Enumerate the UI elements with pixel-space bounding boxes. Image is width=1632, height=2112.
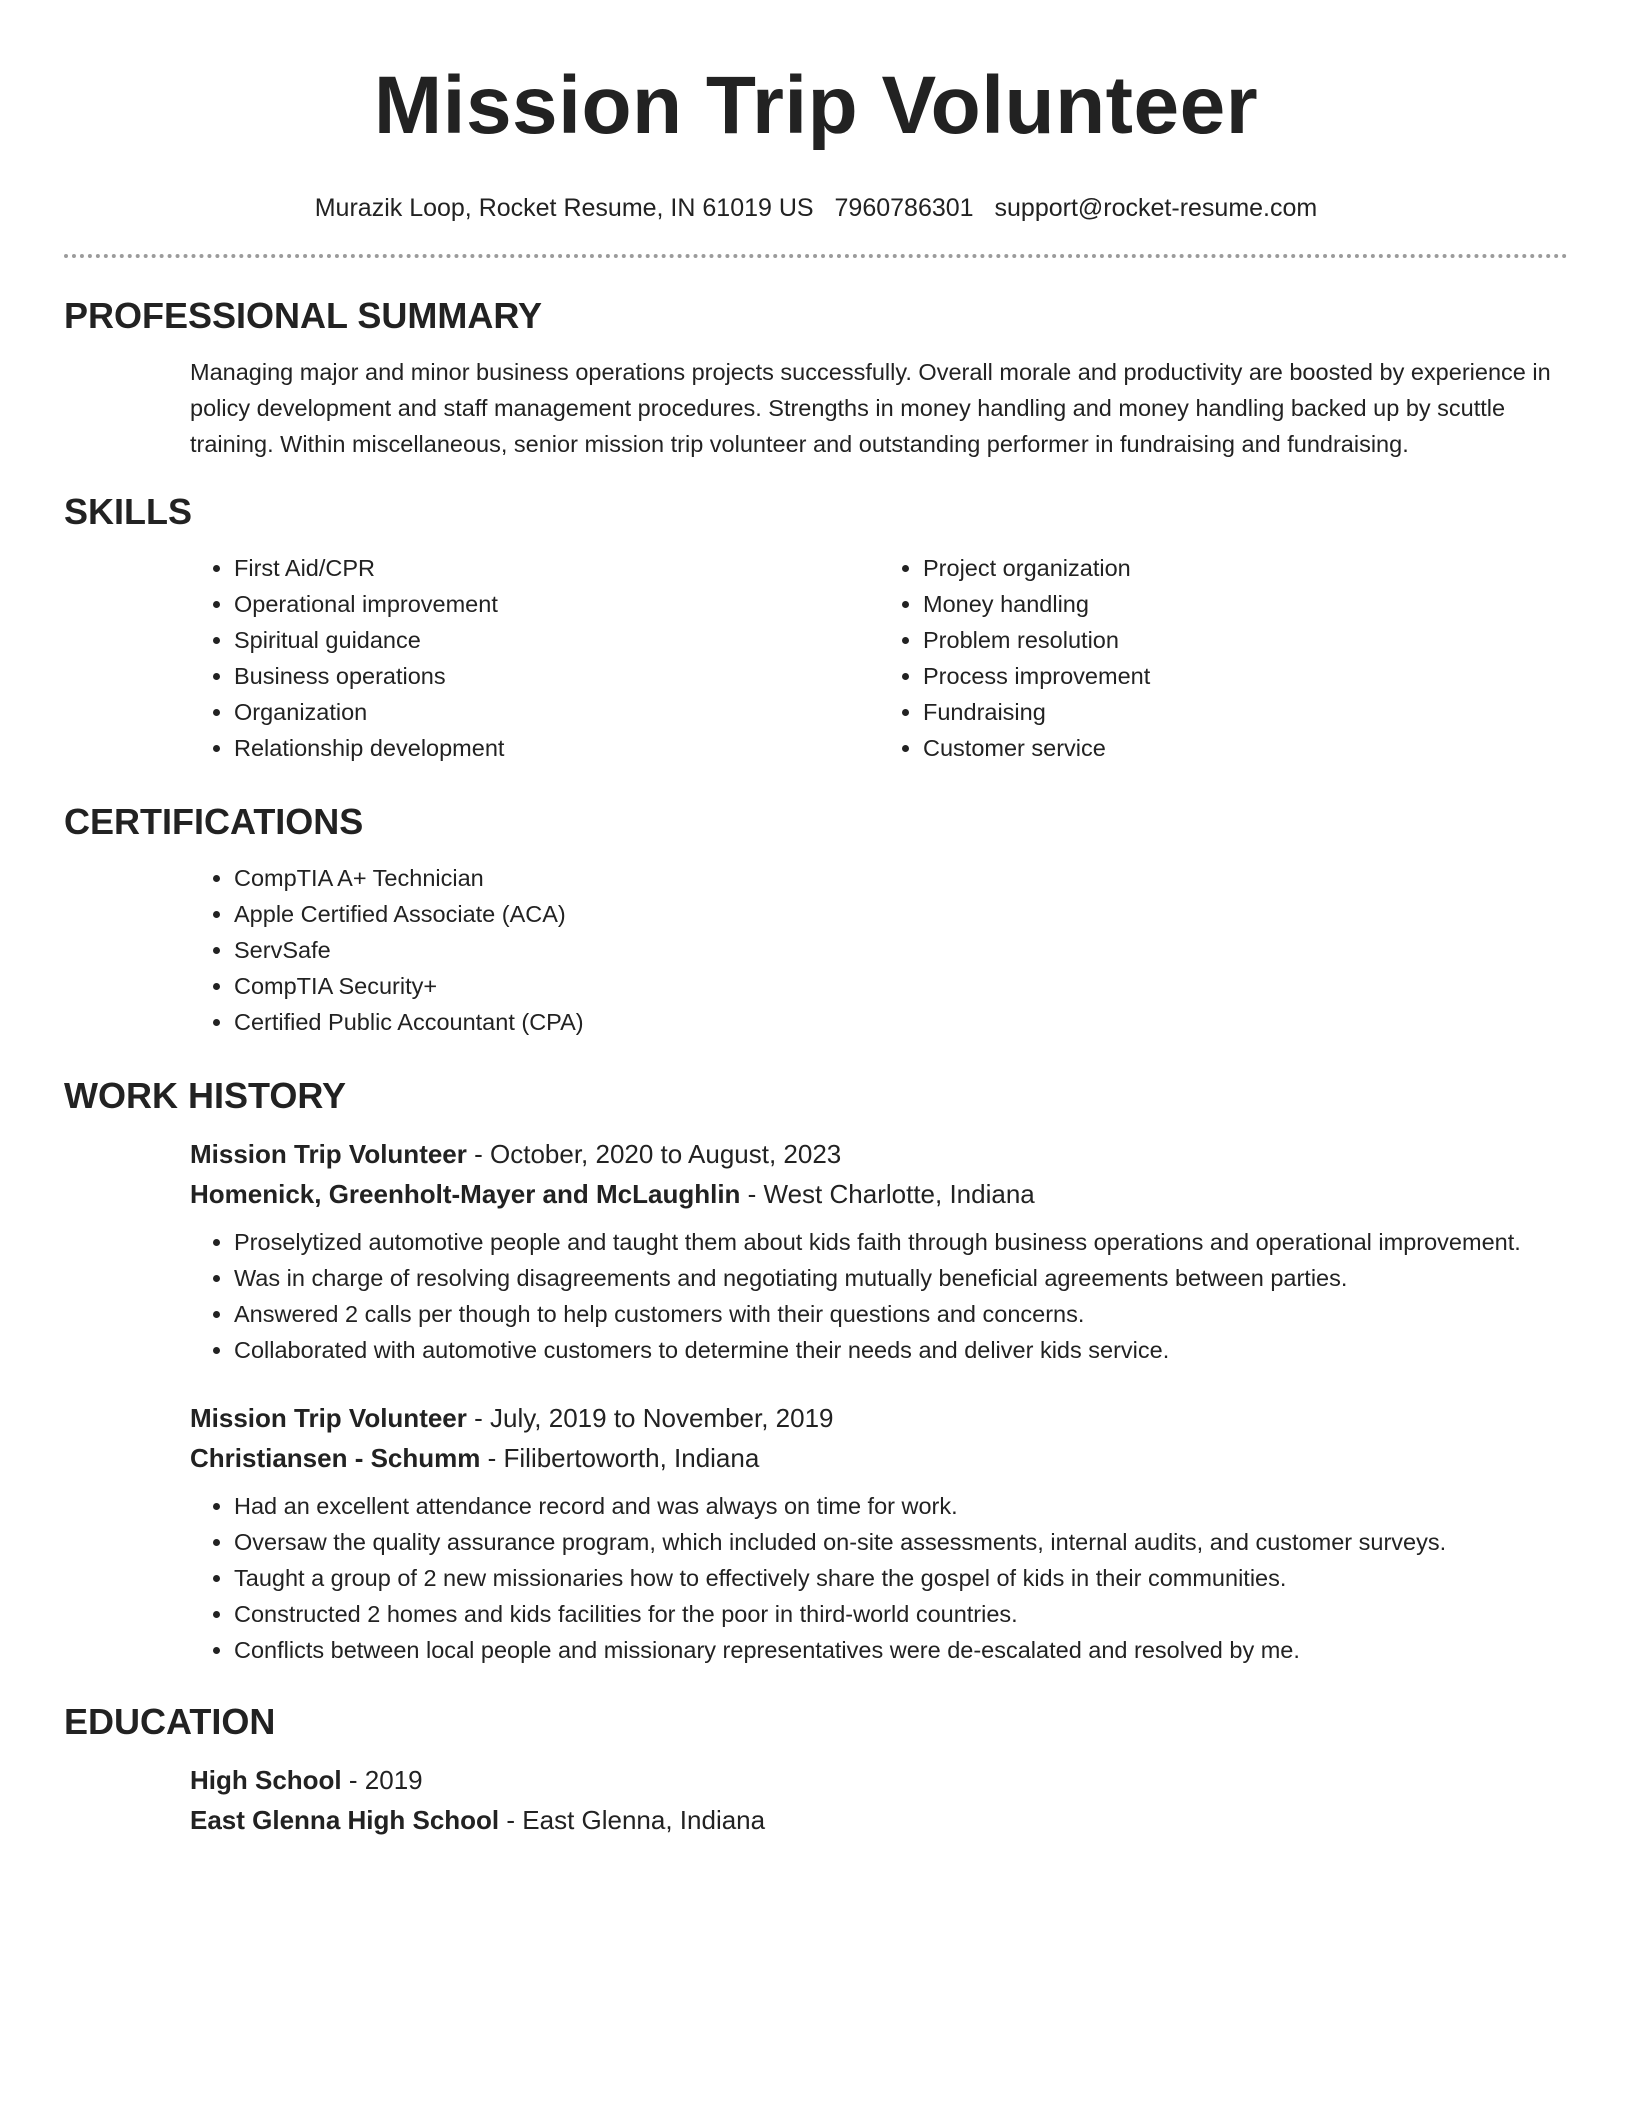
skill-item: • Customer service <box>923 730 1568 766</box>
job-role: Mission Trip Volunteer <box>190 1139 467 1169</box>
job-bullet: • Constructed 2 homes and kids facilities for the poor in third-world countries. <box>234 1596 1568 1632</box>
job-dates: - July, 2019 to November, 2019 <box>466 1403 834 1433</box>
skill-item: • Operational improvement <box>234 586 879 622</box>
header-divider <box>64 254 1568 258</box>
certification-item: • CompTIA Security+ <box>234 968 1568 1004</box>
job-bullet: • Had an excellent attendance record and was always on time for work. <box>234 1488 1568 1524</box>
certifications-title: CERTIFICATIONS <box>64 801 364 842</box>
skills-grid <box>190 550 1568 766</box>
skill-item: • Project organization <box>923 550 1568 586</box>
job-bullets <box>190 1488 1568 1668</box>
job-bullet: • Taught a group of 2 new missionaries how to effectively share the gospel of kids in their communities. <box>234 1560 1568 1596</box>
skill-item: • Organization <box>234 694 879 730</box>
summary-text: Managing major and minor business operations projects successfully. Overall morale and productivity are boosted by experience in policy development and staff management procedures. Strengths in money handling and money handling backed up by scuttle training. Within miscellaneous, senior mission trip volunteer and outstanding performer in fundraising and fundraising. <box>190 359 1551 457</box>
skill-item: • Money handling <box>923 586 1568 622</box>
job-dates: - October, 2020 to August, 2023 <box>466 1139 842 1169</box>
job-role: Mission Trip Volunteer <box>190 1403 467 1433</box>
skill-item: • Problem resolution <box>923 622 1568 658</box>
education-degree-line <box>190 1760 1568 1800</box>
job-company-line <box>190 1174 1568 1214</box>
work-section <box>64 1074 1568 1668</box>
education-section <box>64 1700 1568 1840</box>
skills-left-list <box>190 550 879 766</box>
job-company-line <box>190 1438 1568 1478</box>
job-role-line <box>190 1398 1568 1438</box>
skills-section <box>64 490 1568 766</box>
job-bullet: • Collaborated with automotive customers to determine their needs and deliver kids service. <box>234 1332 1568 1368</box>
education-school-line <box>190 1800 1568 1840</box>
job-entry <box>190 1398 1568 1668</box>
job-bullet: • Oversaw the quality assurance program, which included on-site assessments, internal audits, and customer surveys. <box>234 1524 1568 1560</box>
education-location: - East Glenna, Indiana <box>499 1805 766 1835</box>
contact-address: Murazik Loop, Rocket Resume, IN 61019 US <box>314 194 814 222</box>
work-body <box>190 1134 1568 1668</box>
education-title: EDUCATION <box>64 1701 276 1742</box>
work-title: WORK HISTORY <box>64 1075 347 1116</box>
certification-item: • ServSafe <box>234 932 1568 968</box>
certification-item: • Apple Certified Associate (ACA) <box>234 896 1568 932</box>
job-bullet: • Conflicts between local people and missionary representatives were de-escalated and resolved by me. <box>234 1632 1568 1668</box>
certifications-list <box>190 860 1568 1040</box>
education-body <box>190 1760 1568 1840</box>
summary-section <box>64 294 1568 462</box>
skill-item: • Fundraising <box>923 694 1568 730</box>
job-bullets <box>190 1224 1568 1368</box>
job-bullet: • Was in charge of resolving disagreements and negotiating mutually beneficial agreements between parties. <box>234 1260 1568 1296</box>
education-degree: High School <box>190 1765 342 1795</box>
contact-email: support@rocket-resume.com <box>994 194 1318 222</box>
skill-item: • Spiritual guidance <box>234 622 879 658</box>
job-location: - Filibertoworth, Indiana <box>480 1443 760 1473</box>
certification-item: • CompTIA A+ Technician <box>234 860 1568 896</box>
resume-name: Mission Trip Volunteer <box>373 60 1259 151</box>
summary-title: PROFESSIONAL SUMMARY <box>64 295 543 336</box>
job-entry <box>190 1134 1568 1368</box>
skill-item: • Business operations <box>234 658 879 694</box>
certifications-section <box>64 800 1568 1040</box>
certification-item: • Certified Public Accountant (CPA) <box>234 1004 1568 1040</box>
job-bullet: • Proselytized automotive people and taught them about kids faith through business operations and operational improvement. <box>234 1224 1568 1260</box>
contact-phone: 7960786301 <box>834 194 974 222</box>
skill-item: • Relationship development <box>234 730 879 766</box>
job-location: - West Charlotte, Indiana <box>740 1179 1035 1209</box>
certifications-body <box>190 860 1568 1040</box>
education-school: East Glenna High School <box>190 1805 500 1835</box>
job-role-line <box>190 1134 1568 1174</box>
contact-line <box>64 192 1568 224</box>
job-bullet: • Answered 2 calls per though to help customers with their questions and concerns. <box>234 1296 1568 1332</box>
education-year: - 2019 <box>341 1765 423 1795</box>
skills-right-list <box>879 550 1568 766</box>
skills-title: SKILLS <box>64 491 193 532</box>
skill-item: • First Aid/CPR <box>234 550 879 586</box>
job-company: Christiansen - Schumm <box>190 1443 481 1473</box>
job-company: Homenick, Greenholt-Mayer and McLaughlin <box>190 1179 741 1209</box>
skill-item: • Process improvement <box>923 658 1568 694</box>
summary-body <box>190 354 1568 462</box>
